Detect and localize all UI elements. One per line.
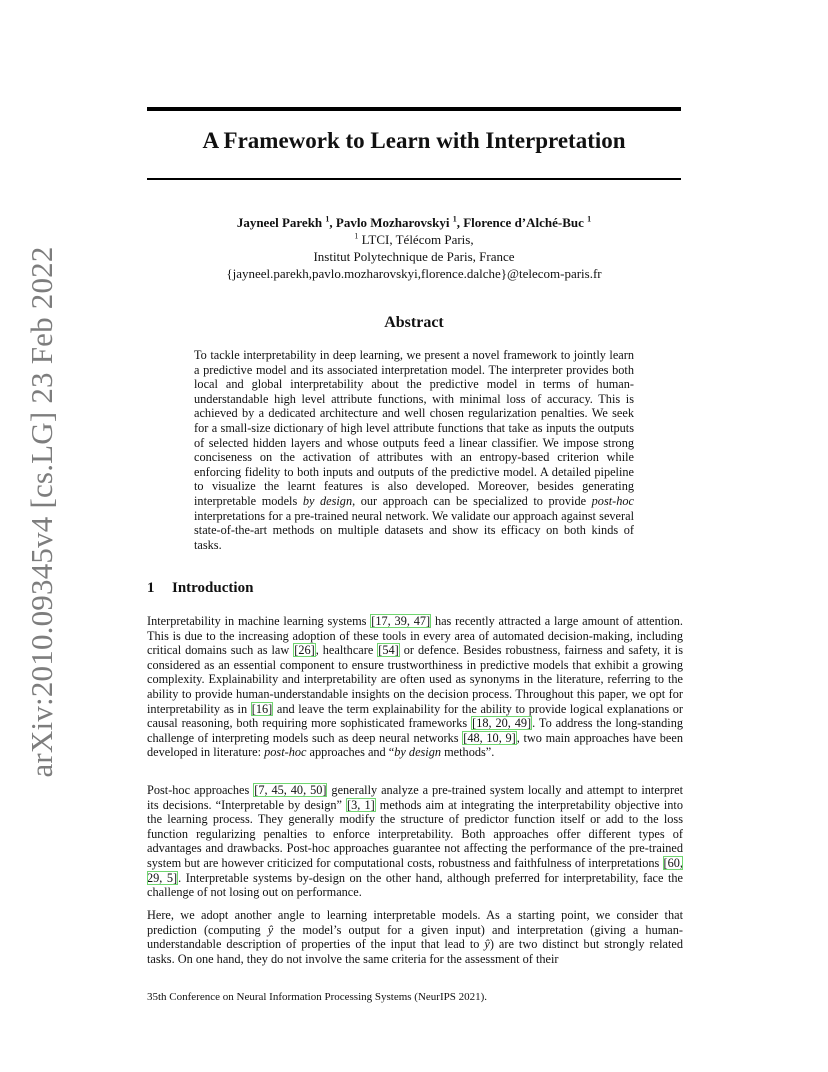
section-number: 1	[147, 580, 155, 596]
author-name: Jayneel Parekh	[236, 215, 323, 230]
citation-link[interactable]: [18, 20, 49]	[472, 716, 532, 731]
paper-title: A Framework to Learn with Interpretation	[202, 128, 626, 153]
author-emails: {jayneel.parekh,pavlo.mozharovskyi,florence.dalche}@telecom-paris.fr	[226, 266, 602, 281]
author-block	[147, 214, 681, 282]
citation-link[interactable]: [16]	[251, 701, 273, 716]
title-bottom-rule	[147, 178, 681, 180]
citation-link[interactable]: [54]	[378, 643, 399, 658]
arxiv-identifier-stamp: arXiv:2010.09345v4 [cs.LG] 23 Feb 2022	[24, 246, 59, 778]
citation-link[interactable]: [48, 10, 9]	[463, 730, 516, 745]
math-symbol: ŷ	[267, 922, 274, 937]
affiliation-marker: 1	[354, 231, 359, 241]
affiliation-marker: 1	[325, 214, 330, 224]
body-paragraph: Here, we adopt another angle to learning interpretable models. As a starting point, we consider that prediction (computing ŷ the model’s output for a given input) and interpretation (giving a human-understandable description of properties of the input that lead to ŷ) are two distinct but strongly related tasks. On one hand, they do not involve the same criteria for the assessment of their	[147, 908, 683, 966]
author-name: Pavlo Mozharovskyi	[335, 215, 450, 230]
author-name: Florence d’Alché-Buc	[463, 215, 584, 230]
citation-link[interactable]: [17, 39, 47]	[371, 614, 431, 628]
math-symbol: ŷ	[484, 937, 490, 952]
affiliation-marker: 1	[452, 214, 457, 224]
affiliation-line: $^1$ LTCI, Télécom Paris,	[354, 231, 474, 247]
author-names: Jayneel Parekh $^1$, Pavlo Mozharovskyi $^1$, Florence d’Alché-Buc $^1$	[236, 214, 592, 230]
section-heading	[147, 580, 253, 597]
affiliation-line: Institut Polytechnique de Paris, France	[313, 249, 515, 264]
affiliation-marker: 1	[587, 214, 592, 224]
citation-link[interactable]: [60, 29, 5]	[147, 855, 683, 885]
citation-link[interactable]: [3, 1]	[347, 797, 375, 812]
body-paragraph: Post-hoc approaches [7, 45, 40, 50] generally analyze a pre-trained system locally and attempt to interpret its decisions. “Interpretable by design” [3, 1] methods aim at integrating the interpretability objective into the learning process. They generally modify the structure of predictor function itself or add to the loss function regularizing penalties to enforce interpretability. Both approaches offer different types of advantages and drawbacks. Post-hoc approaches guarantee not affecting the performance of the pre-trained system but are however criticized for computational costs, robustness and faithfulness of interpretations [60, 29, 5]. Interpretable systems by-design on the other hand, although preferred for interpretability, face the challenge of not losing out on performance.	[147, 783, 683, 900]
title-top-rule	[147, 107, 681, 111]
section-title: Introduction	[172, 580, 254, 596]
citation-link[interactable]: [26]	[294, 643, 315, 658]
abstract-heading: Abstract	[384, 314, 444, 331]
conference-footnote: 35th Conference on Neural Information Processing Systems (NeurIPS 2021).	[147, 991, 488, 1003]
citation-link[interactable]: [7, 45, 40, 50]	[254, 783, 327, 797]
body-paragraph: Interpretability in machine learning systems [17, 39, 47] has recently attracted a large amount of attention. This is due to the increasing adoption of these tools in every area of automated decision-making, including critical domains such as law [26], healthcare [54] or defence. Besides robustness, fairness and safety, it is considered as an essential component to ensure trustworthiness in predictive models that exhibit a growing complexity. Explainability and interpretability are often used as synonyms in the literature, referring to the ability to provide human-understandable insights on the decision process. Throughout this paper, we opt for interpretability as in [16] and leave the term explainability for the ability to provide logical explanations or causal reasoning, both requiring more sophisticated frameworks [18, 20, 49]. To address the long-standing challenge of interpreting models such as deep neural networks [48, 10, 9], two main approaches have been developed in literature: post-hoc approaches and “by design methods”.	[147, 614, 683, 760]
abstract-text: To tackle interpretability in deep learning, we present a novel framework to jointly learn a predictive model and its associated interpretation model. The interpreter provides both local and global interpretability about the predictive model in terms of human-understandable high level attribute functions, with minimal loss of accuracy. This is achieved by a dedicated architecture and well chosen regularization penalties. We seek for a small-size dictionary of high level attribute functions that take as inputs the outputs of selected hidden layers and whose outputs feed a linear classifier. We impose strong conciseness on the activation of attributes with an entropy-based criterion while enforcing fidelity to both inputs and outputs of the predictive model. A detailed pipeline to visualize the learnt features is also developed. Moreover, besides generating interpretable models by design, our approach can be specialized to provide post-hoc interpretations for a pre-trained neural network. We validate our approach against several state-of-the-art methods on multiple datasets and show its efficacy on both kinds of tasks.	[194, 348, 635, 552]
